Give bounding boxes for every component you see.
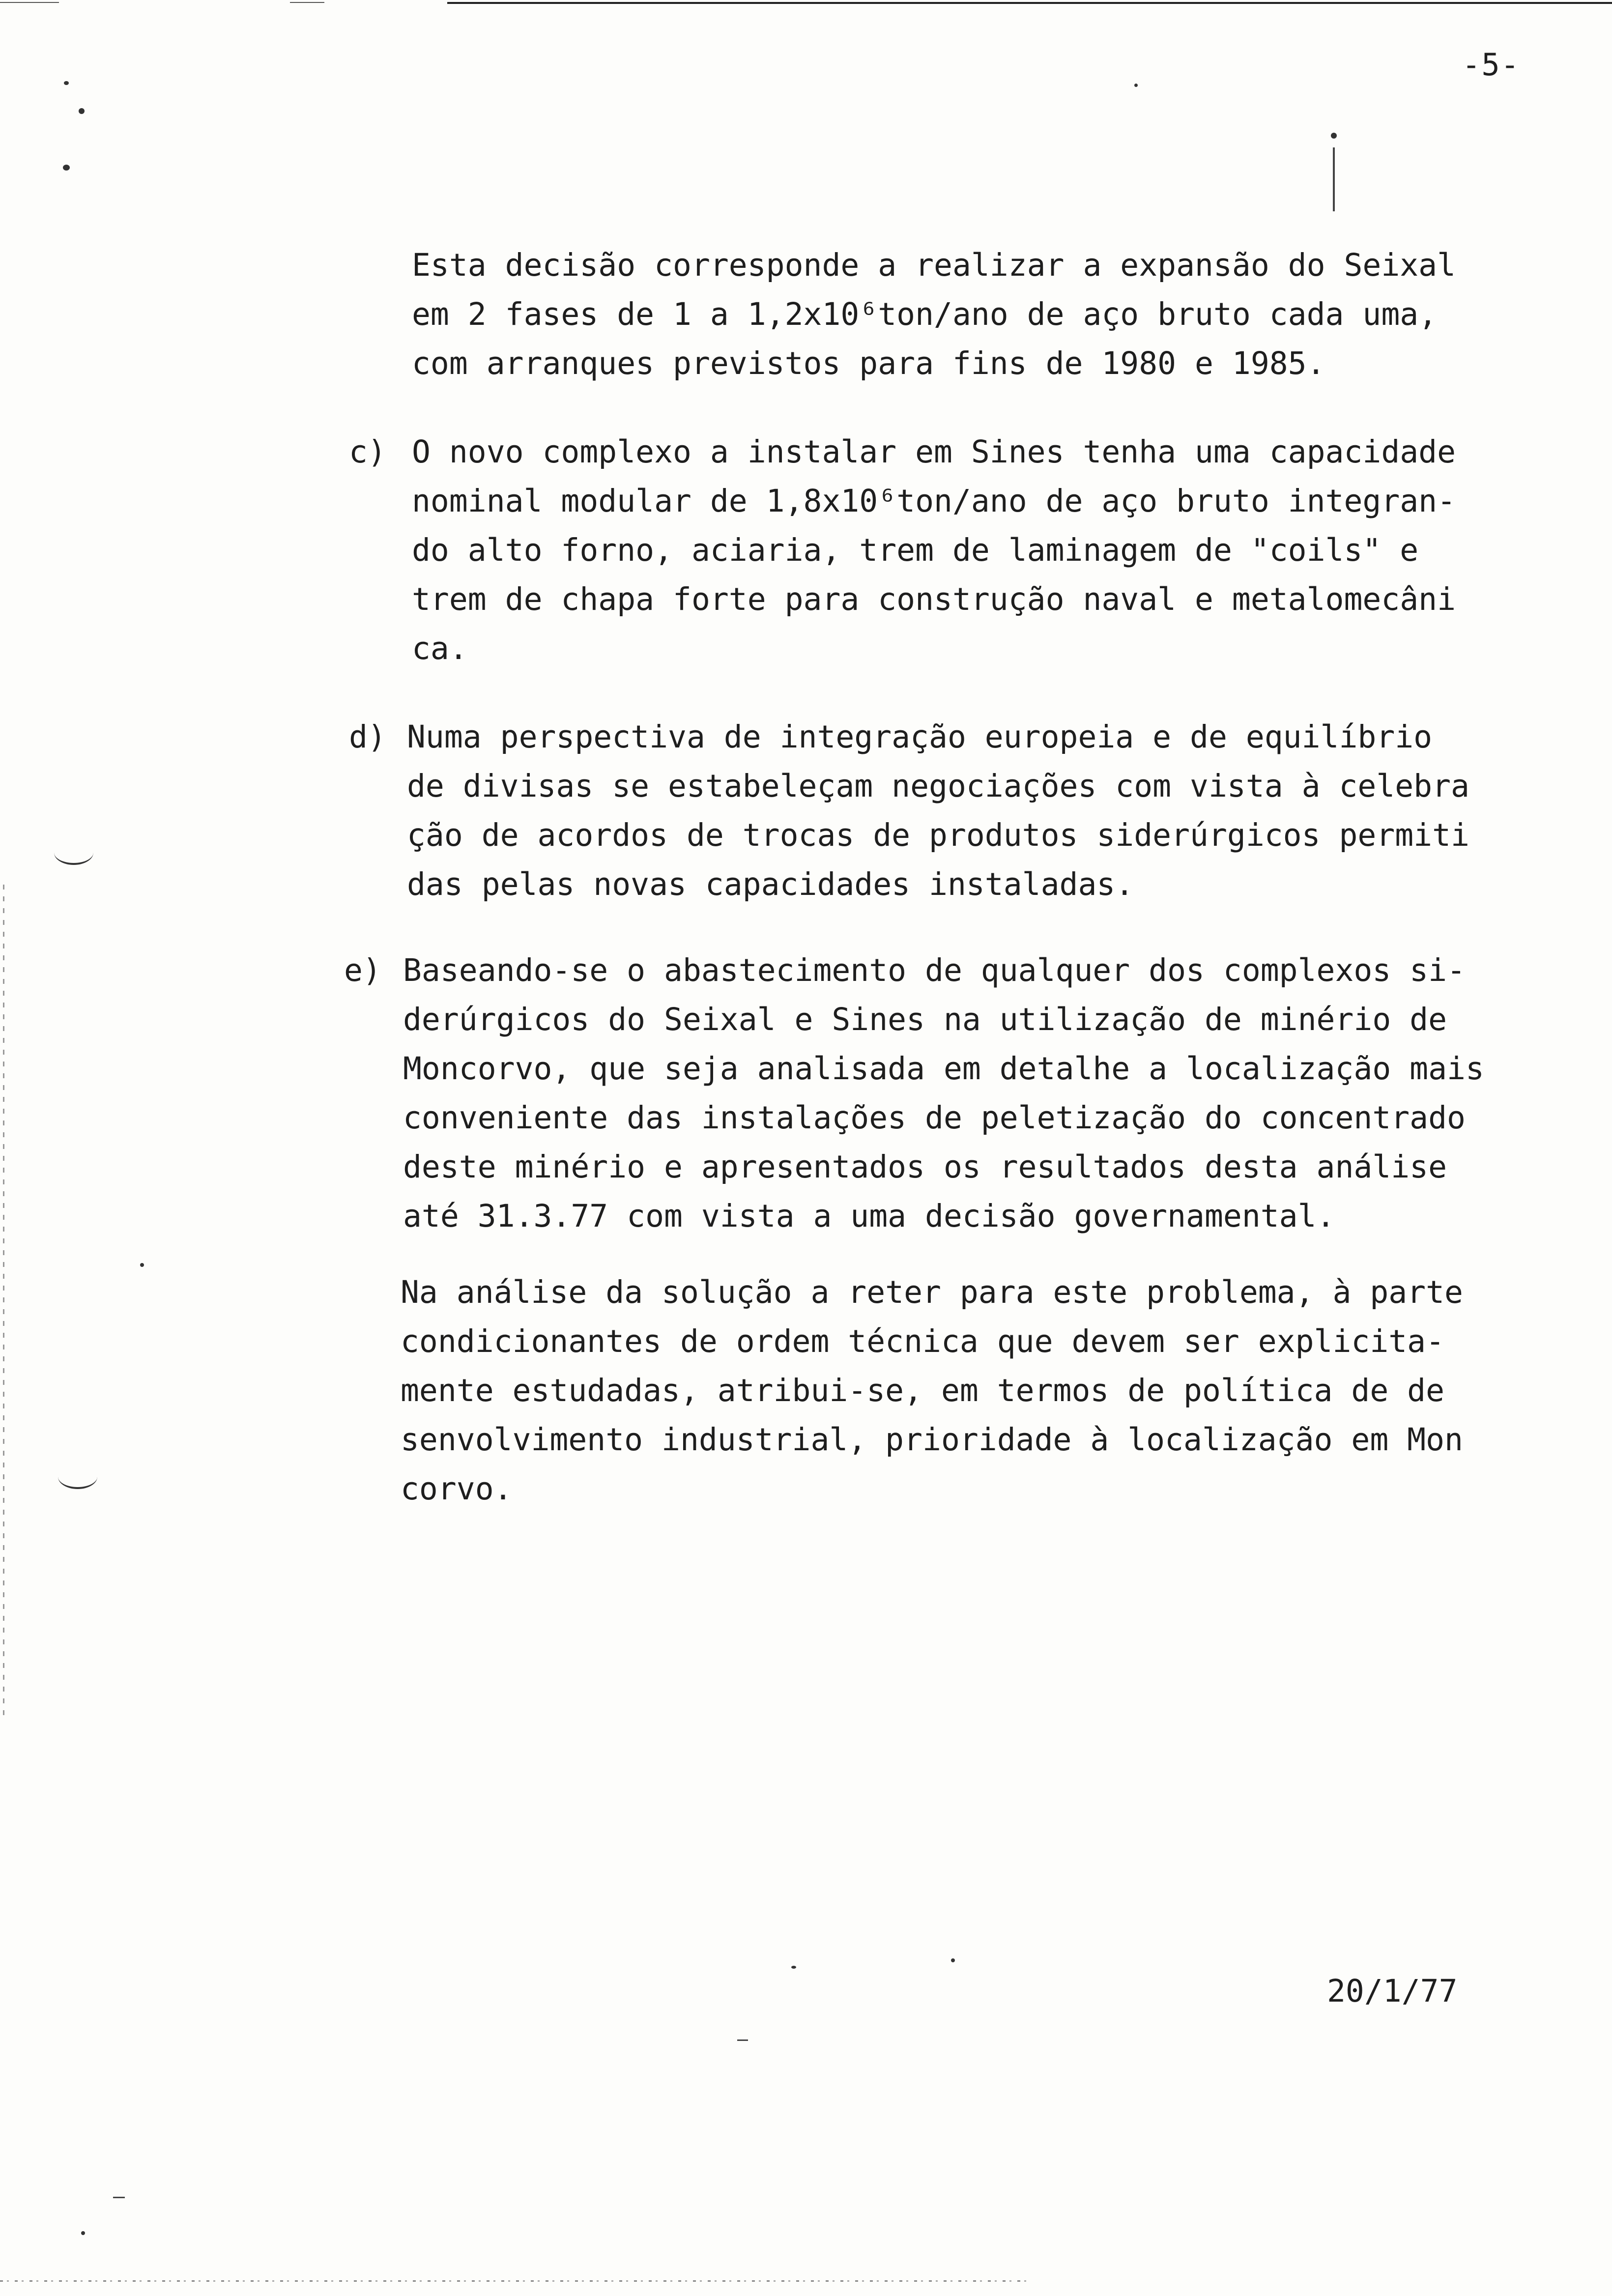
scan-speck (63, 165, 70, 171)
scan-speck (951, 1958, 955, 1962)
text-line: com arranques previstos para fins de 1980 e 1985. (412, 345, 1325, 381)
text-line: nominal modular de 1,8x10⁶ton/ano de aço bruto integran- (412, 483, 1456, 519)
closing-paragraph (401, 1268, 1463, 1514)
text-line: de divisas se estabeleçam negociações com vista à celebra (407, 768, 1469, 804)
text-line: das pelas novas capacidades instaladas. (407, 866, 1134, 902)
scan-edge-noise (3, 885, 4, 1720)
text-line: O novo complexo a instalar em Sines tenha uma capacidade (412, 434, 1456, 470)
text-line: derúrgicos do Seixal e Sines na utilização de minério de (403, 1002, 1447, 1037)
scan-speck (79, 108, 85, 114)
text-line: Numa perspectiva de integração europeia e de equilíbrio (407, 719, 1433, 755)
document-date: 20/1/77 (1327, 1973, 1458, 2009)
text-line: mente estudadas, atribui-se, em termos de política de de (401, 1373, 1445, 1408)
scan-speck (140, 1263, 144, 1267)
page-number: -5- (1462, 47, 1520, 83)
item-d-paragraph (407, 713, 1469, 909)
text-line: Na análise da solução a reter para este problema, à parte (401, 1274, 1463, 1310)
scan-stroke (1333, 147, 1335, 211)
text-line: senvolvimento industrial, prioridade à localização em Mon (401, 1422, 1463, 1458)
scan-edge-mark (0, 2, 59, 3)
text-line: conveniente das instalações de peletização do concentrado (403, 1100, 1466, 1136)
text-line: trem de chapa forte para construção naval e metalomecâni (412, 581, 1456, 617)
text-line: ca. (412, 631, 468, 666)
item-label-e: e) (344, 952, 381, 988)
text-line: corvo. (401, 1471, 513, 1507)
text-line: deste minério e apresentados os resultados desta análise (403, 1149, 1447, 1185)
scan-edge-noise (0, 2280, 1032, 2282)
item-label-d: d) (349, 719, 386, 755)
scan-speck (64, 81, 69, 85)
scan-speck (791, 1966, 796, 1969)
margin-punch-mark (54, 840, 93, 865)
text-line: em 2 fases de 1 a 1,2x10⁶ton/ano de aço bruto cada uma, (412, 296, 1438, 332)
text-line: Esta decisão corresponde a realizar a expansão do Seixal (412, 247, 1456, 283)
scan-speck (81, 2231, 85, 2235)
margin-punch-mark (58, 1464, 97, 1489)
scan-edge-mark (290, 2, 324, 3)
text-line: condicionantes de ordem técnica que devem ser explicita- (401, 1323, 1445, 1359)
item-e-paragraph (403, 946, 1484, 1241)
scan-stroke (737, 2039, 748, 2041)
text-line: até 31.3.77 com vista a uma decisão governamental. (403, 1198, 1335, 1234)
scan-speck (1331, 133, 1337, 139)
text-line: do alto forno, aciaria, trem de laminagem de "coils" e (412, 532, 1419, 568)
item-c-paragraph (412, 428, 1456, 673)
intro-paragraph (412, 241, 1456, 388)
item-label-c: c) (349, 434, 386, 470)
scan-speck (1134, 84, 1138, 87)
text-line: ção de acordos de trocas de produtos siderúrgicos permiti (407, 817, 1469, 853)
scan-stroke (113, 2197, 125, 2198)
text-line: Moncorvo, que seja analisada em detalhe a localização mais (403, 1051, 1484, 1087)
text-line: Baseando-se o abastecimento de qualquer dos complexos si- (403, 952, 1466, 988)
top-rule (447, 2, 1612, 4)
